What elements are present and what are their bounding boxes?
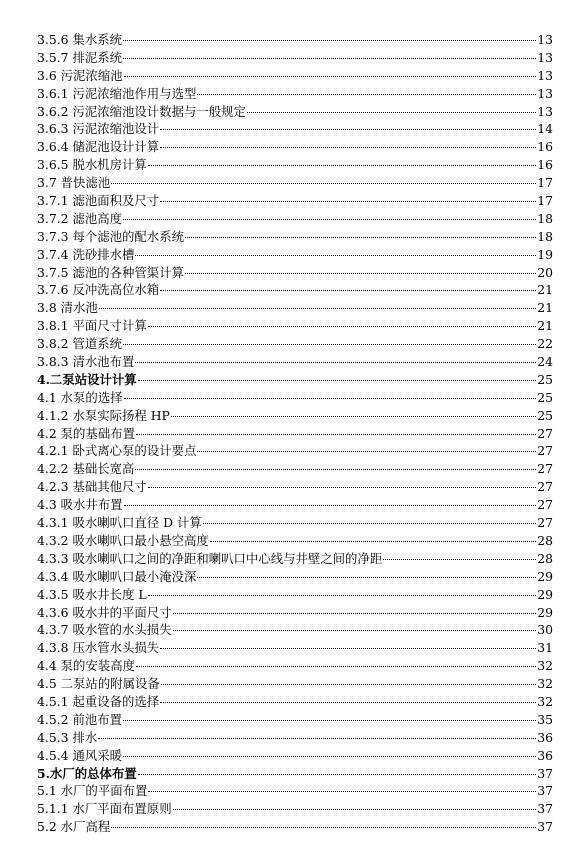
dot-leader (148, 486, 536, 488)
dot-leader (197, 93, 536, 95)
toc-entry-page: 28 (537, 532, 553, 548)
toc-entry[interactable] (37, 120, 553, 138)
dot-leader (98, 737, 536, 739)
toc-entry-page: 32 (537, 676, 553, 692)
toc-entry-page: 13 (537, 85, 553, 101)
toc-entry-page: 17 (537, 193, 553, 209)
toc-entry-page: 18 (537, 210, 553, 226)
toc-entry-title: 3.7 普快滤池 (37, 175, 111, 191)
toc-entry-title: 4.5.2 前池布置 (37, 711, 123, 727)
toc-entry-page: 13 (537, 103, 553, 119)
toc-entry-page: 20 (537, 264, 553, 280)
dot-leader (111, 182, 536, 184)
toc-entry[interactable] (37, 156, 553, 174)
dot-leader (160, 128, 536, 130)
toc-entry[interactable] (37, 711, 553, 729)
dot-leader (185, 236, 536, 238)
toc-entry-title: 3.7.6 反冲洗高位水箱 (37, 282, 160, 298)
toc-entry-page: 21 (537, 318, 553, 334)
dot-leader (124, 75, 537, 77)
dot-leader (171, 415, 536, 417)
dot-leader (123, 218, 536, 220)
dot-leader (135, 254, 536, 256)
dot-leader (160, 146, 536, 148)
toc-entry-page: 13 (537, 49, 553, 65)
dot-leader (138, 773, 537, 775)
toc-entry[interactable] (37, 425, 553, 443)
dot-leader (148, 594, 537, 596)
toc-entry-title: 4.5.4 通风采暖 (37, 747, 123, 763)
dot-leader (160, 701, 536, 703)
toc-list (37, 31, 553, 836)
toc-entry[interactable] (37, 675, 553, 693)
toc-entry-title: 4.3.1 吸水喇叭口直径 D 计算 (37, 515, 202, 531)
dot-leader (197, 450, 536, 452)
toc-entry-page: 22 (537, 336, 553, 352)
dot-leader (185, 272, 536, 274)
toc-entry-page: 27 (537, 479, 553, 495)
toc-entry-title: 3.6.2 污泥浓缩池设计数据与一般规定 (37, 103, 246, 119)
dot-leader (203, 522, 536, 524)
dot-leader (123, 39, 536, 41)
toc-entry-page: 29 (537, 568, 553, 584)
toc-entry[interactable] (37, 604, 553, 622)
toc-entry[interactable] (37, 49, 553, 67)
toc-entry-page: 17 (537, 175, 553, 191)
toc-entry-title: 4.3.2 吸水喇叭口最小悬空高度 (37, 532, 209, 548)
dot-leader (123, 719, 536, 721)
toc-entry-title: 4.3.8 压水管水头损失 (37, 640, 160, 656)
dot-leader (123, 755, 536, 757)
dot-leader (197, 576, 536, 578)
toc-entry[interactable] (37, 407, 553, 425)
toc-entry-page: 16 (537, 157, 553, 173)
table-of-contents (37, 31, 553, 836)
toc-entry[interactable] (37, 264, 553, 282)
toc-entry-title: 3.6.5 脱水机房计算 (37, 157, 147, 173)
toc-entry-title: 4.二泵站设计计算 (37, 371, 137, 387)
toc-entry-page: 19 (537, 246, 553, 262)
dot-leader (136, 665, 536, 667)
toc-entry-page: 28 (537, 550, 553, 566)
toc-entry-title: 3.5.6 集水系统 (37, 32, 123, 47)
toc-entry-page: 25 (537, 389, 553, 405)
toc-entry[interactable] (37, 103, 553, 121)
toc-entry-title: 4.2.1 卧式离心泵的设计要点 (37, 443, 197, 459)
toc-entry-title: 5.1.1 水厂平面布置原则 (37, 801, 172, 817)
toc-entry[interactable] (37, 496, 553, 514)
toc-entry-page: 27 (537, 515, 553, 531)
toc-entry-page: 16 (537, 139, 553, 155)
dot-leader (111, 826, 536, 828)
toc-entry-title: 4.4 泵的安装高度 (37, 658, 135, 674)
toc-entry[interactable] (37, 389, 553, 407)
toc-entry-page: 27 (537, 497, 553, 513)
toc-entry[interactable] (37, 246, 553, 264)
toc-entry-title: 3.7.1 滤池面积及尺寸 (37, 193, 160, 209)
toc-entry[interactable] (37, 532, 553, 550)
toc-entry[interactable] (37, 281, 553, 299)
toc-entry-page: 36 (537, 729, 553, 745)
toc-entry-title: 4.3.5 吸水井长度 L (37, 586, 147, 602)
toc-entry-page: 37 (537, 783, 553, 799)
dot-leader (173, 612, 537, 614)
toc-entry[interactable] (37, 85, 553, 103)
toc-entry-title: 3.6 污泥浓缩池 (37, 67, 123, 83)
dot-leader (138, 379, 537, 381)
toc-entry-title: 4.2 泵的基础布置 (37, 425, 135, 441)
toc-entry[interactable] (37, 371, 553, 389)
toc-entry[interactable] (37, 442, 553, 460)
toc-entry[interactable] (37, 621, 553, 639)
toc-entry[interactable] (37, 568, 553, 586)
toc-entry-title: 4.3.6 吸水井的平面尺寸 (37, 604, 172, 620)
toc-entry[interactable] (37, 657, 553, 675)
toc-entry-page: 13 (537, 32, 553, 47)
toc-entry[interactable] (37, 317, 553, 335)
toc-entry-page: 36 (537, 747, 553, 763)
toc-entry[interactable] (37, 800, 553, 818)
toc-entry-page: 27 (537, 425, 553, 441)
toc-entry-page: 21 (537, 300, 553, 316)
dot-leader (160, 647, 536, 649)
toc-entry-page: 32 (537, 693, 553, 709)
toc-entry-title: 3.6.3 污泥浓缩池设计 (37, 121, 160, 137)
dot-leader (99, 307, 536, 309)
dot-leader (123, 343, 536, 345)
toc-entry-page: 29 (537, 604, 553, 620)
dot-leader (135, 361, 536, 363)
dot-leader (160, 289, 536, 291)
toc-entry-title: 4.3.4 吸水喇叭口最小淹没深 (37, 568, 197, 584)
toc-entry-title: 5.2 水厂高程 (37, 819, 111, 835)
dot-leader (173, 629, 537, 631)
toc-entry-page: 27 (537, 461, 553, 477)
dot-leader (148, 325, 536, 327)
toc-entry[interactable] (37, 478, 553, 496)
toc-entry-page: 37 (537, 819, 553, 835)
toc-entry-page: 35 (537, 711, 553, 727)
dot-leader (173, 808, 537, 810)
dot-leader (148, 790, 536, 792)
toc-entry-title: 4.3 吸水井布置 (37, 497, 123, 513)
toc-entry[interactable] (37, 693, 553, 711)
dot-leader (210, 540, 536, 542)
dot-leader (136, 433, 536, 435)
toc-entry[interactable] (37, 586, 553, 604)
dot-leader (148, 164, 536, 166)
toc-entry[interactable] (37, 174, 553, 192)
toc-entry-page: 27 (537, 443, 553, 459)
toc-entry-title: 3.8.1 平面尺寸计算 (37, 318, 147, 334)
toc-entry-title: 3.5.7 排泥系统 (37, 49, 123, 65)
toc-entry-page: 25 (537, 371, 553, 387)
dot-leader (124, 504, 537, 506)
toc-entry-page: 24 (537, 354, 553, 370)
toc-entry-title: 4.1.2 水泵实际扬程 HP (37, 407, 170, 423)
toc-entry[interactable] (37, 729, 553, 747)
toc-entry-page: 37 (537, 801, 553, 817)
toc-entry[interactable] (37, 299, 553, 317)
toc-entry-page: 30 (537, 622, 553, 638)
toc-entry-title: 4.2.2 基础长宽高 (37, 461, 135, 477)
toc-entry[interactable] (37, 228, 553, 246)
toc-entry-page: 13 (537, 67, 553, 83)
toc-entry-page: 32 (537, 658, 553, 674)
toc-entry[interactable] (37, 550, 553, 568)
toc-entry[interactable] (37, 747, 553, 765)
toc-entry-title: 3.8 清水池 (37, 300, 98, 316)
toc-entry[interactable] (37, 31, 553, 49)
toc-entry-title: 4.5.1 起重设备的选择 (37, 693, 160, 709)
toc-entry[interactable] (37, 460, 553, 478)
toc-entry-page: 21 (537, 282, 553, 298)
toc-entry-title: 4.3.3 吸水喇叭口之间的净距和喇叭口中心线与井壁之间的净距 (37, 550, 383, 566)
toc-entry-page: 14 (537, 121, 553, 137)
dot-leader (160, 200, 536, 202)
toc-entry[interactable] (37, 67, 553, 85)
toc-entry-title: 4.5.3 排水 (37, 729, 98, 745)
toc-entry[interactable] (37, 138, 553, 156)
toc-entry-title: 5.1 水厂的平面布置 (37, 783, 148, 799)
toc-entry-page: 29 (537, 586, 553, 602)
dot-leader (247, 111, 536, 113)
toc-entry[interactable] (37, 765, 553, 783)
toc-entry[interactable] (37, 514, 553, 532)
toc-entry[interactable] (37, 353, 553, 371)
toc-entry-title: 4.3.7 吸水管的水头损失 (37, 622, 172, 638)
toc-entry-title: 3.6.1 污泥浓缩池作用与选型 (37, 85, 197, 101)
toc-entry-title: 3.7.5 滤池的各种管渠计算 (37, 264, 184, 280)
toc-entry[interactable] (37, 192, 553, 210)
toc-entry[interactable] (37, 210, 553, 228)
toc-entry-title: 3.7.2 滤池高度 (37, 210, 123, 226)
toc-entry[interactable] (37, 335, 553, 353)
toc-entry[interactable] (37, 818, 553, 836)
toc-entry-title: 3.8.3 清水池布置 (37, 354, 135, 370)
dot-leader (161, 683, 536, 685)
toc-entry-page: 18 (537, 228, 553, 244)
toc-entry-page: 37 (537, 765, 553, 781)
dot-leader (383, 558, 536, 560)
toc-entry-title: 4.1 水泵的选择 (37, 389, 123, 405)
toc-entry-page: 25 (537, 407, 553, 423)
toc-entry-title: 3.6.4 储泥池设计计算 (37, 139, 160, 155)
dot-leader (123, 57, 536, 59)
toc-entry-title: 3.7.3 每个滤池的配水系统 (37, 228, 184, 244)
dot-leader (124, 397, 537, 399)
toc-entry-title: 4.2.3 基础其他尺寸 (37, 479, 147, 495)
toc-entry-title: 3.7.4 洗砂排水槽 (37, 246, 135, 262)
toc-entry-title: 5.水厂的总体布置 (37, 765, 137, 781)
toc-entry-title: 4.5 二泵站的附属设备 (37, 676, 160, 692)
toc-entry-page: 31 (537, 640, 553, 656)
toc-entry[interactable] (37, 782, 553, 800)
dot-leader (135, 468, 536, 470)
toc-entry[interactable] (37, 639, 553, 657)
toc-entry-title: 3.8.2 管道系统 (37, 336, 123, 352)
